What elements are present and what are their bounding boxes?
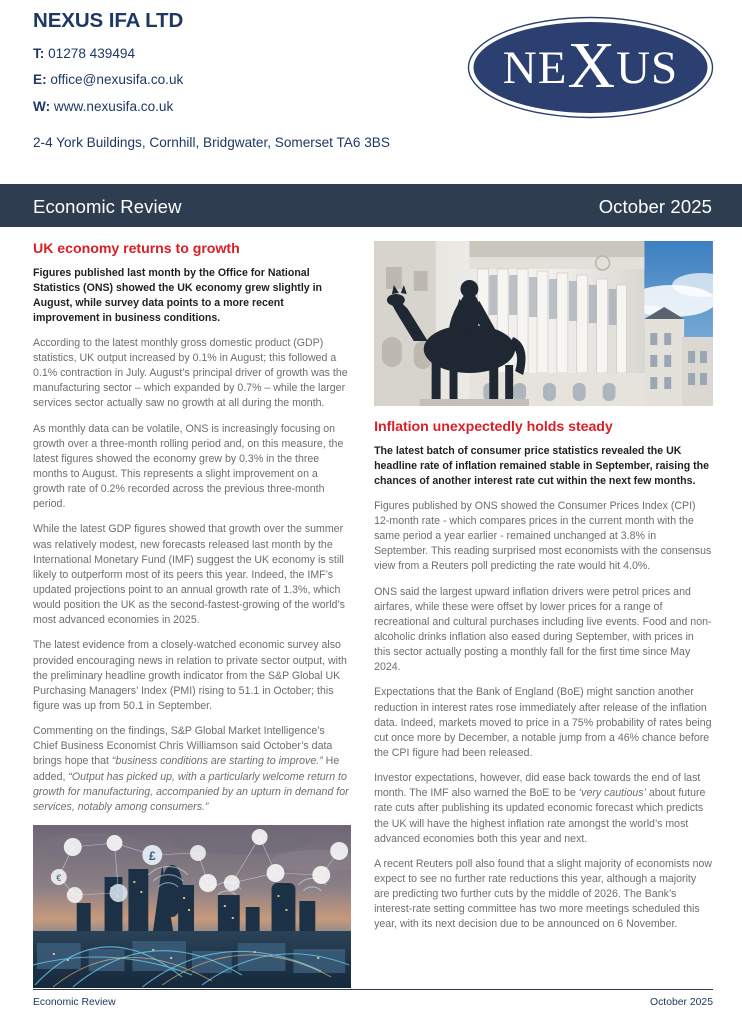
section-banner	[0, 186, 742, 227]
quote-intro-text: Commenting on the findings, S&P Global Market Intelligence’s Chief Business Economist Chris Williamson said October’s data brings hope that	[33, 725, 333, 768]
email-label: E:	[33, 72, 47, 88]
right-column	[374, 241, 713, 988]
footer-row	[33, 997, 713, 1008]
footer-rule	[33, 989, 713, 990]
banner-title: Economic Review	[33, 195, 182, 217]
svg-text:£: £	[148, 848, 156, 863]
left-column	[33, 241, 351, 988]
logo-ellipse-icon	[466, 14, 715, 121]
right-paragraph-2: ONS said the largest upward inflation drivers were petrol prices and airfares, while these were offset by lower prices for a range of recreational and cultural purchases including live events. Food and non-alcoholic drinks inflation also eased during September, with prices in this sector actually posting a monthly fall for the first time since May 2024.	[374, 585, 712, 674]
right-lead-paragraph: The latest batch of consumer price statistics revealed the UK headline rate of inflation remained stable in September, raising the chances of another interest rate cut within the next few months.	[374, 444, 710, 487]
phone-value: 01278 439494	[48, 45, 136, 61]
company-name: NEXUS IFA LTD	[33, 9, 184, 32]
left-section-heading: UK economy returns to growth	[33, 241, 240, 257]
website-label: W:	[33, 99, 51, 115]
quote-connector-text: He added,	[33, 755, 340, 783]
right-section-heading: Inflation unexpectedly holds steady	[374, 419, 613, 435]
imf-text-before: Investor expectations, however, did ease back towards the end of last month. The IMF also warned the BoE to be	[374, 772, 701, 800]
imf-text-after: about future rate cuts after publishing its updated economic forecast which predicts the UK will have the highest inflation rate amongst the world’s most advanced economies both this year and next.	[374, 787, 706, 845]
footer-right-label: October 2025	[650, 997, 713, 1008]
email-value[interactable]: office@nexusifa.co.uk	[50, 72, 184, 88]
page-footer	[33, 989, 713, 1008]
nexus-logo	[466, 14, 715, 121]
london-skyline-network-image	[33, 825, 351, 988]
right-paragraph-3: Expectations that the Bank of England (BoE) might sanction another reduction in interest rates rose immediately after release of the inflation data. Indeed, markets moved to price in a 75% probability of rates being cut once more by December, a notable jump from a 46% chance before the CPI figure had been released.	[374, 686, 712, 759]
phone-label: T:	[33, 45, 45, 61]
banner-date: October 2025	[598, 195, 712, 217]
right-paragraph-1: Figures published by ONS showed the Consumer Prices Index (CPI) 12-month rate - which compares prices in the current month with the same period a year earlier - remained unchanged at 3.8% in September. This reading surprised most economists with the consensus view from a Reuters poll predicting the rate would hit 4.0%.	[374, 499, 712, 573]
williamson-quote-two: “Output has picked up, with a particularly welcome return to growth for manufacturing, accompanied by an upturn in demand for services, notably among consumers.”	[33, 770, 349, 813]
left-lead-paragraph: Figures published last month by the Office for National Statistics (ONS) showed the UK economy grew slightly in August, while survey data points to a more recent improvement in business conditions.	[33, 266, 323, 324]
letterhead	[0, 0, 742, 184]
imf-quote: ‘very cautious’	[578, 787, 646, 800]
right-paragraph-5: A recent Reuters poll also found that a slight majority of economists now expect to see no further rate reductions this year, although a majority are predicting two further cuts by the middle of 2026. The Bank’s interest-rate setting committee has two more meetings scheduled this year, with its next decision due to be announced on 6 November.	[374, 857, 713, 931]
article-content	[0, 227, 742, 988]
address-line: 2-4 York Buildings, Cornhill, Bridgwater, Somerset TA6 3BS	[33, 135, 390, 151]
left-paragraph-5-quote	[33, 724, 351, 815]
left-paragraph-2: As monthly data can be volatile, ONS is increasingly focusing on growth over a three-month rolling period and, on this measure, the latest figures showed the economy grew by 0.3% in the three months to August. This represents a slight improvement on a growth rate of 0.2% recorded across the previous three-month period.	[33, 422, 344, 511]
left-paragraph-3: While the latest GDP figures showed that growth over the summer was relatively modest, new forecasts released last month by the International Monetary Fund (IMF) suggest the UK economy is still likely to outperform most of its peers this year. Indeed, the IMF’s updated projections point to an annual growth rate of 1.3%, which would position the UK as the second-fastest-growing of the world’s most advanced economies in 2025.	[33, 523, 345, 627]
williamson-quote-one: “business conditions are starting to improve.”	[111, 755, 323, 768]
bank-of-england-image	[374, 241, 713, 406]
website-value[interactable]: www.nexusifa.co.uk	[53, 99, 174, 115]
svg-text:€: €	[56, 872, 62, 883]
left-paragraph-4: The latest evidence from a closely-watched economic survey also provided encouraging news in relation to private sector output, with the preliminary headline growth indicator from the S&P Global UK Purchasing Managers’ Index (PMI) rising to 51.1 in October; this figure was up from 50.1 in September.	[33, 639, 347, 712]
right-paragraph-4-imf	[374, 771, 713, 847]
footer-left-label: Economic Review	[33, 997, 116, 1008]
svg-text:NEXUS: NEXUS	[502, 29, 679, 102]
left-paragraph-1: According to the latest monthly gross domestic product (GDP) statistics, UK output increased by 0.1% in August; this followed a 0.1% contraction in July. August’s principal driver of growth was the manufacturing sector – which expanded by 0.7% – while the larger services sector actually saw no growth at all during the month.	[33, 336, 348, 410]
